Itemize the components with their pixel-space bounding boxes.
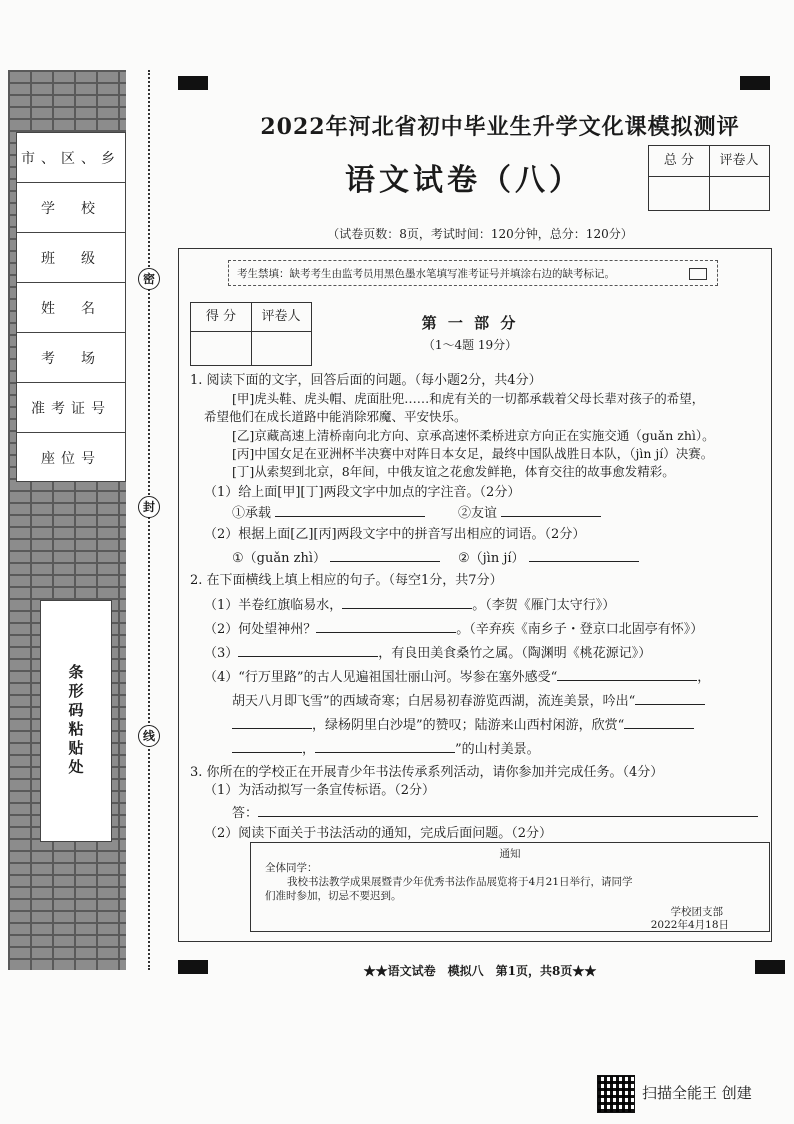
q1-sub2-item2-label: ②（jìn jí） — [458, 551, 525, 566]
q2-line1-text: （1）半卷红旗临易水， — [204, 598, 343, 613]
exam-subtitle: 语文试卷（八） — [345, 163, 583, 198]
q1-passage-c: [丙]中国女足在亚洲杯半决赛中对阵日本女足，最终中国队战胜日本队，（jìn jí）决赛。 — [232, 446, 714, 461]
q2-line2 — [204, 620, 703, 639]
scanner-watermark: 扫描全能王 创建 — [642, 1084, 752, 1102]
q1-stem: 1. 阅读下面的文字，回答后面的问题。（每小题2分，共4分） — [190, 373, 542, 388]
answer-blank[interactable] — [342, 596, 472, 609]
notice-greeting: 全体同学： — [265, 862, 318, 874]
notice-title: 通知 — [499, 848, 521, 860]
score-col-grader: 评卷人 — [709, 146, 769, 177]
q2-stem: 2. 在下面横线上填上相应的句子。（每空1分，共7分） — [190, 573, 503, 588]
part-score-table — [190, 302, 312, 366]
q3-answer-label: 答： — [232, 806, 259, 821]
q1-sub1-item2-label: ②友谊 — [458, 506, 498, 521]
qr-code-icon — [597, 1075, 635, 1113]
q1-sub2-item1 — [232, 549, 440, 568]
q3-stem: 3. 你所在的学校正在开展青少年书法传承系列活动，请你参加并完成任务。（4分） — [190, 765, 664, 780]
q2-line1-source: 。（李贺《雁门太守行》） — [472, 598, 616, 613]
part-grader-col: 评卷人 — [251, 303, 311, 332]
score-col-total: 总 分 — [649, 146, 709, 177]
q2-line4 — [204, 668, 710, 687]
q1-passage-a: [甲]虎头鞋、虎头帽、虎面肚兜……和虎有关的一切都承载着父母长辈对孩子的希望， — [232, 391, 705, 406]
q2-line2-text: （2）何处望神州？ — [204, 622, 317, 637]
answer-blank[interactable] — [275, 504, 425, 517]
q2-line1 — [204, 596, 615, 615]
q2-line5 — [232, 692, 705, 711]
field-name: 姓 名 — [17, 283, 125, 333]
answer-blank[interactable] — [624, 716, 694, 729]
q2-line7 — [232, 740, 540, 759]
field-seat: 座位号 — [41, 450, 101, 467]
page-footer: ★★语文试卷 模拟八 第1页，共8页★★ — [363, 964, 597, 978]
answer-blank[interactable] — [316, 620, 456, 633]
q2-line6 — [232, 716, 694, 735]
notice-date: 2022年4月18日 — [650, 919, 729, 931]
total-score-table — [648, 145, 770, 211]
answer-blank[interactable] — [315, 740, 455, 753]
absent-checkbox[interactable] — [689, 268, 707, 280]
q2-line4-comma: ， — [697, 670, 711, 685]
q2-line2-source: 。（辛弃疾《南乡子・登京口北固亭有怀》） — [456, 622, 704, 637]
part-title: 第 一 部 分 — [421, 314, 519, 332]
seal-xian: 线 — [138, 725, 160, 747]
q3-sub2: （2）阅读下面关于书法活动的通知，完成后面问题。（2分） — [204, 826, 553, 841]
field-exam-room: 考 场 — [17, 333, 125, 383]
q2-line3-num: （3） — [204, 646, 239, 661]
answer-blank[interactable] — [232, 716, 312, 729]
q1-sub2-item1-label: ①（guǎn zhì） — [232, 551, 326, 566]
registration-mark — [740, 76, 770, 90]
q1-passage-d: [丁]从索契到北京，8年间，中俄友谊之花愈发鲜艳，体育交往的故事愈发精彩。 — [232, 464, 675, 479]
field-school: 学 校 — [17, 183, 125, 233]
absent-notice-text: 考生禁填：缺考考生由监考员用黑色墨水笔填写准考证号并填涂右边的缺考标记。 — [237, 268, 615, 280]
q1-sub2: （2）根据上面[乙][丙]两段文字中的拼音写出相应的词语。（2分） — [204, 527, 586, 542]
q1-passage-b: [乙]京藏高速上清桥南向北方向、京承高速怀柔桥进京方向正在实施交通（guǎn zhì）。 — [232, 428, 715, 443]
exam-meta: （试卷页数：8页，考试时间：120分钟，总分：120分） — [327, 227, 633, 241]
q1-sub2-item2 — [458, 549, 639, 568]
q1-sub1-item1 — [232, 504, 425, 523]
absent-notice — [228, 260, 718, 286]
q2-line6-text: ，绿杨阴里白沙堤”的赞叹；陆游来山西村闲游，欣赏“ — [312, 718, 625, 733]
notice-signature: 学校团支部 — [670, 906, 723, 918]
answer-blank[interactable] — [635, 692, 705, 705]
barcode-label: 条形码粘贴处 — [66, 664, 85, 778]
part-subtitle: （1～4题 19分） — [422, 338, 518, 352]
q2-line7-comma: ， — [302, 742, 316, 757]
part-score-col: 得 分 — [191, 303, 251, 332]
q1-sub1-item1-label: ①承载 — [232, 506, 272, 521]
barcode-area — [40, 600, 112, 842]
answer-blank[interactable] — [238, 644, 378, 657]
student-info-box — [16, 132, 126, 482]
notice-body-1: 我校书法教学成果展暨青少年优秀书法作品展览将于4月21日举行，请同学 — [287, 876, 633, 888]
exam-title: 2022年河北省初中毕业生升学文化课模拟测评 — [260, 114, 740, 140]
answer-blank[interactable] — [501, 504, 601, 517]
q2-line3-source: ，有良田美食桑竹之属。（陶渊明《桃花源记》） — [378, 646, 652, 661]
registration-mark — [178, 76, 208, 90]
answer-blank[interactable] — [557, 668, 697, 681]
notice-body-2: 们准时参加，切忌不要迟到。 — [265, 890, 402, 902]
field-ticket-number: 准考证号 — [17, 383, 125, 433]
seal-mi: 密 — [138, 268, 160, 290]
q1-sub1: （1）给上面[甲][丁]两段文字中加点的字注音。（2分） — [204, 485, 521, 500]
answer-blank[interactable] — [529, 549, 639, 562]
school-notice-box — [250, 842, 770, 932]
q1-passage-a2: 希望他们在成长道路中能消除邪魔、平安快乐。 — [204, 409, 467, 424]
q3-sub1: （1）为活动拟写一条宣传标语。（2分） — [204, 783, 436, 798]
answer-blank[interactable] — [232, 740, 302, 753]
seal-feng: 封 — [138, 496, 160, 518]
registration-mark — [178, 960, 208, 974]
registration-mark — [755, 960, 785, 974]
field-class: 班 级 — [17, 233, 125, 283]
q2-line5-text: 胡天八月即飞雪”的西域奇寒；白居易初春游览西湖，流连美景，吟出“ — [232, 694, 636, 709]
q1-sub1-item2 — [458, 504, 601, 523]
seal-dotted-line — [148, 70, 150, 970]
q3-answer — [232, 804, 758, 823]
answer-blank[interactable] — [330, 549, 440, 562]
q2-line4-text: （4）“行万里路”的古人见遍祖国壮丽山河。岑参在塞外感受“ — [204, 670, 558, 685]
q2-line7-text: ”的山村美景。 — [455, 742, 540, 757]
q2-line3 — [204, 644, 651, 663]
answer-blank[interactable] — [258, 804, 758, 817]
field-district: 市、区、乡 — [17, 133, 125, 183]
